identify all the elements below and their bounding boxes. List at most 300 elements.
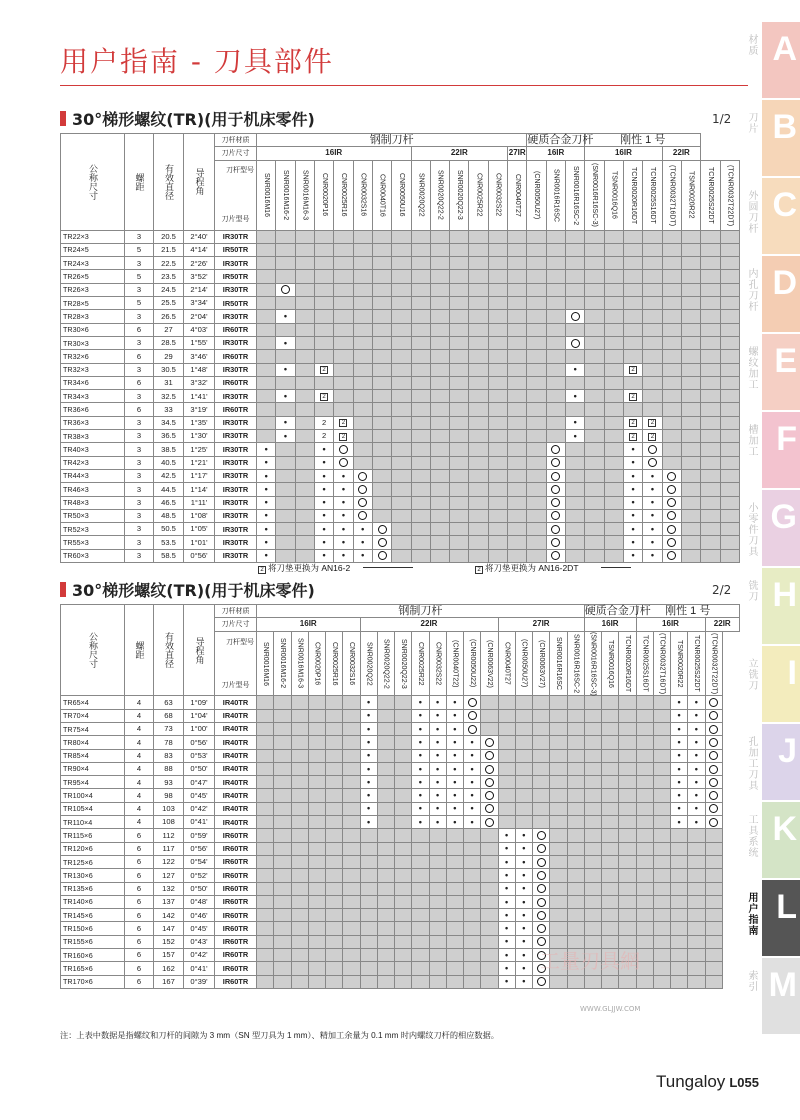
mark-cell bbox=[334, 283, 353, 296]
circle-mark bbox=[551, 511, 560, 520]
mark-cell bbox=[295, 549, 314, 562]
mark-cell bbox=[392, 496, 411, 509]
dot-mark: • bbox=[418, 776, 422, 787]
mark-cell bbox=[295, 483, 314, 496]
mark-cell bbox=[720, 336, 740, 349]
mark-cell bbox=[498, 749, 515, 762]
dot-mark: • bbox=[361, 550, 365, 561]
mark-cell bbox=[274, 895, 291, 908]
angle-cell: 1°01' bbox=[184, 536, 215, 549]
mark-cell bbox=[372, 323, 391, 336]
circle-mark bbox=[709, 818, 718, 827]
dia-cell: 78 bbox=[154, 736, 184, 749]
tab-letter: J bbox=[778, 732, 797, 770]
circle-mark bbox=[358, 511, 367, 520]
mark-cell bbox=[295, 310, 314, 323]
mark-cell bbox=[446, 842, 463, 855]
circle-mark bbox=[571, 339, 580, 348]
holder-name: SNR0020Q22-3 bbox=[455, 170, 463, 220]
holder-11 bbox=[469, 160, 488, 230]
mark-cell bbox=[377, 816, 394, 829]
group-1: 硬质合金刀杆 bbox=[527, 133, 594, 146]
tab-label: 小零件刀具 bbox=[746, 502, 757, 557]
tab-h[interactable] bbox=[746, 568, 800, 646]
mark-cell bbox=[604, 483, 623, 496]
mark-cell bbox=[276, 469, 295, 482]
mark-cell bbox=[377, 829, 394, 842]
mark-cell bbox=[643, 270, 662, 283]
dot-mark: • bbox=[341, 483, 345, 494]
mark-cell bbox=[566, 496, 585, 509]
pitch-cell: 6 bbox=[125, 882, 154, 895]
mark-cell bbox=[372, 509, 391, 522]
circle-mark bbox=[358, 472, 367, 481]
circle-mark bbox=[537, 831, 546, 840]
mark-cell bbox=[481, 749, 498, 762]
tab-a[interactable] bbox=[746, 22, 800, 100]
tab-f[interactable] bbox=[746, 412, 800, 490]
holder-name: TSNR0016Q16 bbox=[610, 171, 618, 220]
mark-cell bbox=[291, 975, 308, 988]
dia-cell: 44.5 bbox=[154, 483, 184, 496]
circle-mark bbox=[709, 698, 718, 707]
mark-cell bbox=[334, 297, 353, 310]
mark-cell bbox=[326, 922, 343, 935]
mark-cell bbox=[662, 350, 681, 363]
dot-mark: • bbox=[505, 949, 509, 960]
mark-cell bbox=[566, 456, 585, 469]
mark-cell bbox=[450, 536, 469, 549]
mark-cell bbox=[334, 257, 353, 270]
dot-mark: • bbox=[677, 803, 681, 814]
spec-cell: TR30×6 bbox=[61, 323, 125, 336]
insert-cell: IR60TR bbox=[215, 869, 257, 882]
mark-cell bbox=[450, 310, 469, 323]
angle-cell: 0°46' bbox=[184, 909, 215, 922]
dia-cell: 26.5 bbox=[154, 310, 184, 323]
mark-cell bbox=[314, 243, 333, 256]
mark-cell bbox=[720, 523, 740, 536]
mark-cell bbox=[602, 736, 619, 749]
table-row bbox=[61, 723, 740, 736]
mark-cell bbox=[508, 416, 527, 429]
tab-g[interactable] bbox=[746, 490, 800, 568]
boxed-2-mark: 2 bbox=[648, 419, 656, 427]
mark-cell bbox=[527, 243, 546, 256]
mark-cell bbox=[550, 789, 567, 802]
dot-mark: • bbox=[436, 803, 440, 814]
tab-letter: D bbox=[772, 264, 797, 302]
mark-cell bbox=[636, 696, 653, 709]
dot-mark: • bbox=[264, 523, 268, 534]
mark-cell bbox=[314, 336, 333, 349]
mark-cell bbox=[334, 376, 353, 389]
mark-cell bbox=[314, 297, 333, 310]
mark-cell bbox=[430, 283, 449, 296]
dot-mark: • bbox=[418, 736, 422, 747]
mark-cell bbox=[372, 310, 391, 323]
mark-cell bbox=[585, 456, 604, 469]
mark-cell bbox=[688, 816, 705, 829]
mark-cell bbox=[395, 855, 412, 868]
size-3: 16IR bbox=[527, 147, 585, 160]
mark-cell bbox=[701, 430, 720, 443]
mark-cell bbox=[446, 776, 463, 789]
pitch-cell: 4 bbox=[125, 736, 154, 749]
mark-cell bbox=[550, 709, 567, 722]
dot-mark: • bbox=[264, 497, 268, 508]
mark-cell bbox=[546, 403, 565, 416]
tab-label: 孔加工刀具 bbox=[746, 736, 757, 791]
mark-cell bbox=[360, 749, 377, 762]
mark-cell bbox=[681, 350, 700, 363]
mark-cell bbox=[430, 297, 449, 310]
mark-cell bbox=[671, 762, 688, 775]
mark-cell bbox=[566, 363, 585, 376]
mark-cell bbox=[498, 949, 515, 962]
dot-mark: • bbox=[264, 537, 268, 548]
dot-mark: • bbox=[341, 550, 345, 561]
mark-cell bbox=[314, 270, 333, 283]
holder-name: CNR0025R22 bbox=[475, 173, 483, 217]
mark-cell bbox=[343, 696, 360, 709]
tab-m[interactable] bbox=[746, 958, 800, 1036]
mark-cell bbox=[274, 842, 291, 855]
dot-mark: • bbox=[264, 550, 268, 561]
mark-cell bbox=[720, 323, 740, 336]
mark-cell bbox=[430, 523, 449, 536]
mark-cell bbox=[643, 323, 662, 336]
mark-cell bbox=[334, 363, 353, 376]
mark-cell bbox=[701, 336, 720, 349]
mark-cell bbox=[392, 509, 411, 522]
holder-name: TSNR0020R22 bbox=[675, 639, 683, 688]
mark-cell bbox=[498, 829, 515, 842]
dot-mark: • bbox=[361, 537, 365, 548]
tab-i[interactable] bbox=[746, 646, 800, 724]
mark-cell bbox=[623, 443, 642, 456]
angle-cell: 1°11' bbox=[184, 496, 215, 509]
mark-cell bbox=[412, 749, 429, 762]
dot-mark: • bbox=[418, 750, 422, 761]
mark-cell bbox=[392, 390, 411, 403]
mark-cell bbox=[326, 816, 343, 829]
mark-cell bbox=[429, 696, 446, 709]
mark-cell bbox=[550, 736, 567, 749]
mark-cell bbox=[411, 549, 430, 562]
mark-cell bbox=[643, 283, 662, 296]
circle-mark bbox=[358, 498, 367, 507]
dot-mark: • bbox=[283, 364, 288, 375]
tab-letter: M bbox=[768, 966, 797, 1004]
mark-cell bbox=[584, 869, 601, 882]
holder-13 bbox=[481, 631, 498, 696]
mark-cell bbox=[377, 802, 394, 815]
dot-mark: • bbox=[341, 497, 345, 508]
mark-cell bbox=[498, 909, 515, 922]
mark-cell bbox=[498, 869, 515, 882]
mark-cell bbox=[515, 736, 532, 749]
spec-cell: TR85×4 bbox=[61, 749, 125, 762]
mark-cell bbox=[429, 802, 446, 815]
tab-b[interactable] bbox=[746, 100, 800, 178]
table-row bbox=[61, 270, 740, 283]
mark-cell bbox=[372, 390, 391, 403]
mark-cell bbox=[481, 736, 498, 749]
mark-cell bbox=[623, 323, 642, 336]
mark-cell bbox=[488, 416, 507, 429]
mark-cell bbox=[450, 390, 469, 403]
mark-cell bbox=[257, 816, 274, 829]
mark-cell bbox=[469, 456, 488, 469]
col-spec-label: 公称尺寸 bbox=[88, 632, 98, 669]
holder-name: CNR0020P16 bbox=[320, 173, 328, 217]
mark-cell bbox=[604, 297, 623, 310]
mark-cell bbox=[257, 855, 274, 868]
mark-cell bbox=[411, 416, 430, 429]
mark-cell bbox=[372, 243, 391, 256]
dot-mark: • bbox=[322, 523, 326, 534]
dia-cell: 93 bbox=[154, 776, 184, 789]
mark-cell bbox=[430, 456, 449, 469]
mark-cell bbox=[527, 536, 546, 549]
circle-mark bbox=[537, 977, 546, 986]
mark-cell bbox=[276, 523, 295, 536]
circle-mark bbox=[485, 751, 494, 760]
mark-cell bbox=[377, 789, 394, 802]
mark-cell bbox=[308, 802, 325, 815]
mark-cell bbox=[326, 696, 343, 709]
holder-name: CNR0040T27 bbox=[503, 642, 511, 685]
mark-cell bbox=[488, 310, 507, 323]
mark-cell bbox=[566, 523, 585, 536]
mark-cell bbox=[464, 882, 481, 895]
dot-mark: • bbox=[453, 697, 457, 708]
holder-name: (CNR0063V22) bbox=[486, 639, 494, 688]
circle-mark bbox=[551, 445, 560, 454]
mark-cell bbox=[701, 403, 720, 416]
dot-mark: • bbox=[522, 962, 526, 973]
mark-cell bbox=[533, 829, 550, 842]
mark-cell bbox=[566, 403, 585, 416]
mark-cell bbox=[584, 736, 601, 749]
dot-mark: • bbox=[694, 697, 698, 708]
holder-5 bbox=[353, 160, 372, 230]
mark-cell bbox=[662, 483, 681, 496]
dot-mark: • bbox=[677, 710, 681, 721]
mark-cell bbox=[360, 842, 377, 855]
mark-cell bbox=[429, 816, 446, 829]
holder-name: CNR0025R16 bbox=[340, 173, 348, 217]
mark-cell bbox=[623, 509, 642, 522]
circle-mark bbox=[709, 738, 718, 747]
mark-cell bbox=[602, 723, 619, 736]
mark-cell bbox=[653, 935, 670, 948]
mark-cell bbox=[566, 336, 585, 349]
mark-cell bbox=[429, 909, 446, 922]
dia-cell: 88 bbox=[154, 762, 184, 775]
pitch-cell: 4 bbox=[125, 749, 154, 762]
circle-mark bbox=[485, 738, 494, 747]
mark-cell bbox=[527, 297, 546, 310]
insert-cell: IR30TR bbox=[215, 390, 257, 403]
mark-cell bbox=[430, 323, 449, 336]
mark-cell bbox=[326, 962, 343, 975]
mark-cell bbox=[488, 523, 507, 536]
tab-e[interactable] bbox=[746, 334, 800, 412]
mark-cell bbox=[392, 336, 411, 349]
label-holder: 刀杆型号 bbox=[226, 638, 254, 646]
angle-cell: 0°54' bbox=[184, 855, 215, 868]
mark-cell bbox=[623, 376, 642, 389]
mark-cell bbox=[481, 776, 498, 789]
mark-cell bbox=[334, 243, 353, 256]
mark-cell bbox=[701, 549, 720, 562]
mark-cell bbox=[636, 802, 653, 815]
mark-cell bbox=[643, 390, 662, 403]
mark-cell bbox=[291, 882, 308, 895]
watermark: 工量刃具網 bbox=[540, 949, 640, 973]
mark-cell bbox=[343, 869, 360, 882]
mark-cell bbox=[377, 736, 394, 749]
mark-cell bbox=[446, 736, 463, 749]
size-4: 16IR bbox=[585, 147, 662, 160]
holder-23 bbox=[701, 160, 720, 230]
mark-cell bbox=[623, 536, 642, 549]
mark-cell bbox=[377, 949, 394, 962]
mark-cell bbox=[464, 723, 481, 736]
angle-cell: 1°41' bbox=[184, 390, 215, 403]
mark-cell bbox=[291, 749, 308, 762]
mark-cell bbox=[257, 962, 274, 975]
mark-cell bbox=[701, 297, 720, 310]
mark-cell bbox=[446, 723, 463, 736]
mark-cell bbox=[488, 390, 507, 403]
mark-cell bbox=[257, 949, 274, 962]
mark-cell bbox=[360, 895, 377, 908]
dot-mark: • bbox=[453, 750, 457, 761]
mark-cell bbox=[623, 283, 642, 296]
spec-cell: TR32×6 bbox=[61, 350, 125, 363]
mark-cell bbox=[343, 776, 360, 789]
mark-cell bbox=[481, 789, 498, 802]
circle-mark bbox=[667, 511, 676, 520]
mark-cell bbox=[701, 243, 720, 256]
mark-cell bbox=[527, 416, 546, 429]
mark-cell bbox=[481, 802, 498, 815]
mark-cell bbox=[469, 310, 488, 323]
holder-20 bbox=[602, 631, 619, 696]
mark-cell bbox=[619, 882, 636, 895]
mark-cell bbox=[257, 243, 276, 256]
mark-cell bbox=[720, 243, 740, 256]
mark-cell bbox=[326, 789, 343, 802]
mark-cell bbox=[546, 496, 565, 509]
mark-cell bbox=[498, 922, 515, 935]
mark-cell bbox=[372, 430, 391, 443]
circle-mark bbox=[648, 445, 657, 454]
table-row bbox=[61, 230, 740, 243]
dot-mark: • bbox=[436, 776, 440, 787]
mark-cell bbox=[343, 802, 360, 815]
mark-cell bbox=[488, 496, 507, 509]
mark-cell bbox=[481, 922, 498, 935]
mark-cell bbox=[411, 536, 430, 549]
mark-cell bbox=[372, 496, 391, 509]
mark-cell bbox=[604, 230, 623, 243]
dot-mark: • bbox=[453, 790, 457, 801]
mark-cell bbox=[602, 802, 619, 815]
mark-cell bbox=[636, 776, 653, 789]
pitch-cell: 5 bbox=[125, 243, 154, 256]
dot-mark: • bbox=[264, 457, 268, 468]
mark-cell bbox=[392, 469, 411, 482]
size-0: 16IR bbox=[257, 618, 361, 631]
mark-cell bbox=[395, 962, 412, 975]
mark-cell bbox=[720, 416, 740, 429]
mark-cell bbox=[392, 376, 411, 389]
angle-cell: 0°41' bbox=[184, 816, 215, 829]
tab-d[interactable] bbox=[746, 256, 800, 334]
mark-cell bbox=[395, 709, 412, 722]
mark-cell bbox=[353, 523, 372, 536]
angle-cell: 1°17' bbox=[184, 469, 215, 482]
mark-cell bbox=[481, 975, 498, 988]
tab-c[interactable] bbox=[746, 178, 800, 256]
circle-mark bbox=[551, 551, 560, 560]
holder-16 bbox=[533, 631, 550, 696]
mark-cell bbox=[585, 536, 604, 549]
mark-cell bbox=[430, 336, 449, 349]
tab-k[interactable] bbox=[746, 802, 800, 880]
mark-cell bbox=[527, 483, 546, 496]
mark-cell bbox=[488, 257, 507, 270]
mark-cell bbox=[353, 390, 372, 403]
mark-cell bbox=[566, 390, 585, 403]
pitch-cell: 3 bbox=[125, 469, 154, 482]
mark-cell bbox=[488, 336, 507, 349]
pitch-cell: 5 bbox=[125, 270, 154, 283]
mark-cell bbox=[566, 283, 585, 296]
mark-cell bbox=[353, 350, 372, 363]
mark-cell bbox=[353, 310, 372, 323]
mark-cell bbox=[360, 882, 377, 895]
mark-cell bbox=[430, 430, 449, 443]
tab-l[interactable] bbox=[746, 880, 800, 958]
mark-cell bbox=[653, 962, 670, 975]
mark-cell bbox=[430, 416, 449, 429]
mark-cell bbox=[623, 456, 642, 469]
mark-cell bbox=[392, 443, 411, 456]
mark-cell bbox=[508, 443, 527, 456]
mark-cell bbox=[515, 749, 532, 762]
mark-cell bbox=[643, 243, 662, 256]
mark-cell bbox=[546, 469, 565, 482]
mark-cell bbox=[527, 283, 546, 296]
tab-j[interactable] bbox=[746, 724, 800, 802]
mark-cell bbox=[636, 789, 653, 802]
mark-cell bbox=[488, 430, 507, 443]
circle-mark bbox=[709, 804, 718, 813]
dot-mark: • bbox=[283, 430, 288, 441]
holder-name: CNR0032S16 bbox=[359, 173, 367, 217]
holder-20 bbox=[643, 160, 662, 230]
mark-cell bbox=[701, 469, 720, 482]
mark-cell bbox=[533, 869, 550, 882]
holder-17 bbox=[550, 631, 567, 696]
mark-cell bbox=[257, 536, 276, 549]
mark-cell bbox=[274, 749, 291, 762]
